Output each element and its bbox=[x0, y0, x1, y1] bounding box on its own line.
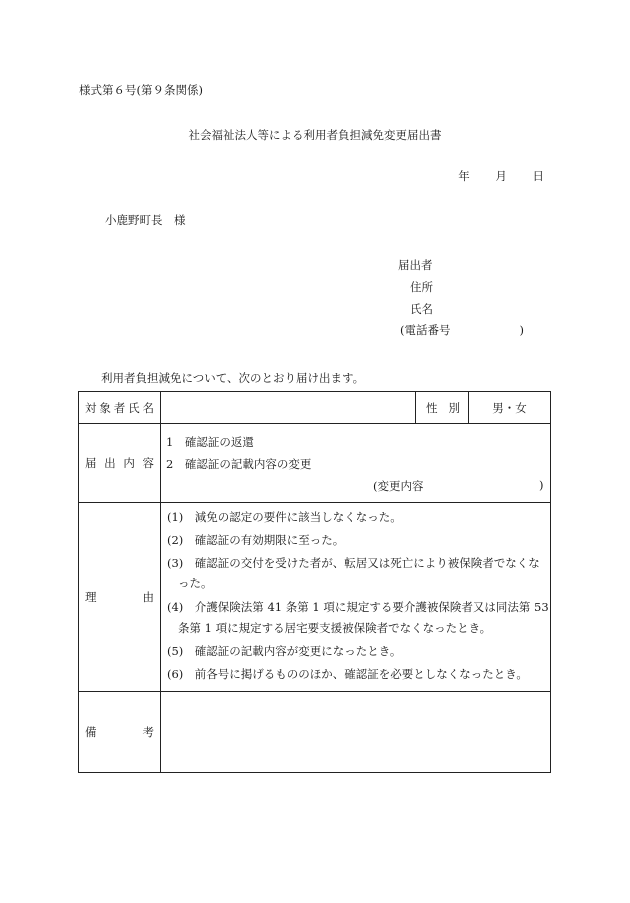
change-content-label: (変更内容 bbox=[373, 479, 424, 493]
reporter-name-label: 氏名 bbox=[410, 302, 433, 316]
reason-item-5: (5) 確認証の記載内容が変更になったとき。 bbox=[167, 644, 402, 658]
year-label: 年 bbox=[458, 169, 470, 183]
remarks-label: 備 考 bbox=[79, 692, 161, 773]
reason-item-4: (4) 介護保険法第 41 条第 1 項に規定する要介護被保険者又は同法第 53 bbox=[167, 600, 549, 614]
reason-field[interactable] bbox=[161, 503, 551, 692]
target-name-field[interactable] bbox=[161, 392, 416, 424]
reporter-address-label: 住所 bbox=[410, 280, 433, 294]
reason-item-6: (6) 前各号に掲げるもののほか、確認証を必要としなくなったとき。 bbox=[167, 667, 528, 681]
reason-item-3: (3) 確認証の交付を受けた者が、転居又は死亡により被保険者でなくな bbox=[167, 556, 540, 570]
reason-item-2: (2) 確認証の有効期限に至った。 bbox=[167, 533, 345, 547]
report-content-field[interactable] bbox=[161, 424, 551, 503]
sex-label: 性 別 bbox=[416, 392, 469, 424]
reason-row bbox=[79, 503, 551, 692]
reason-item-1: (1) 減免の認定の要件に該当しなくなった。 bbox=[167, 510, 402, 524]
remarks-field[interactable] bbox=[161, 692, 551, 773]
form-table bbox=[78, 391, 551, 773]
month-label: 月 bbox=[495, 169, 507, 183]
report-content-row bbox=[79, 424, 551, 503]
target-name-row bbox=[79, 392, 551, 424]
document-title: 社会福祉法人等による利用者負担減免変更届出書 bbox=[188, 128, 442, 142]
form-number: 様式第６号(第９条関係) bbox=[79, 83, 203, 97]
reason-item-3-cont: った。 bbox=[178, 576, 213, 590]
reporter-heading: 届出者 bbox=[398, 258, 433, 272]
report-item-return: 1 確認証の返還 bbox=[166, 435, 254, 449]
date-line bbox=[436, 168, 544, 184]
day-label: 日 bbox=[532, 169, 544, 183]
change-content-close: ) bbox=[539, 478, 544, 492]
remarks-row bbox=[79, 692, 551, 773]
sex-choice[interactable]: 男・女 bbox=[469, 392, 551, 424]
report-item-change: 2 確認証の記載内容の変更 bbox=[166, 457, 312, 471]
addressee: 小鹿野町長 様 bbox=[105, 213, 186, 227]
reason-item-4-cont: 条第 1 項に規定する居宅要支援被保険者でなくなったとき。 bbox=[178, 621, 492, 635]
reporter-phone-label: (電話番号 ) bbox=[400, 323, 524, 337]
report-content-label: 届 出 内 容 bbox=[79, 424, 161, 503]
target-name-label: 対 象 者 氏 名 bbox=[79, 392, 161, 424]
intro-text: 利用者負担減免について、次のとおり届け出ます。 bbox=[101, 371, 365, 385]
reason-label: 理 由 bbox=[79, 503, 161, 692]
